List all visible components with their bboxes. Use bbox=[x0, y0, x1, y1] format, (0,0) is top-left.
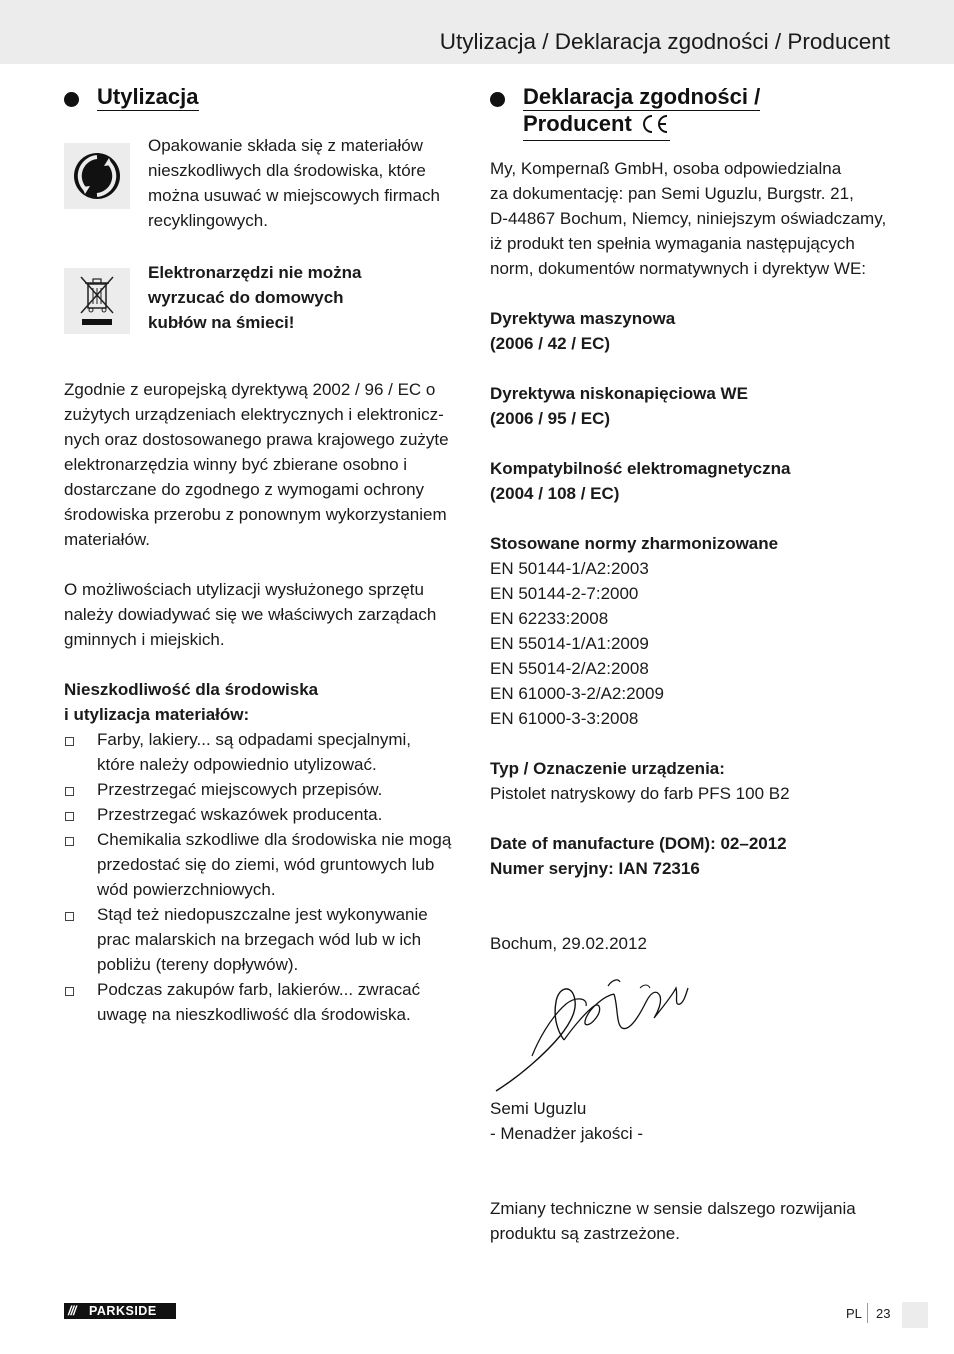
device-type bbox=[490, 756, 895, 806]
env-heading bbox=[64, 677, 464, 727]
standard-item: EN 61000-3-3:2008 bbox=[490, 709, 639, 728]
signature-image bbox=[490, 966, 895, 1096]
text-line: gminnych i miejskich. bbox=[64, 630, 225, 649]
text-line: Zmiany techniczne w sensie dalszego rozwijania bbox=[490, 1199, 856, 1218]
list-item: Stąd też niedopuszczalne jest wykonywanie prac malarskich na brzegach wód lub w ich pobliżu (tereny dopływów). bbox=[64, 902, 464, 977]
list-item: Przestrzegać miejscowych przepisów. bbox=[64, 777, 464, 802]
technical-changes-note bbox=[490, 1196, 895, 1246]
date-of-manufacture: Date of manufacture (DOM): 02–2012 bbox=[490, 834, 787, 853]
signer bbox=[490, 1096, 895, 1146]
list-item: Chemikalia szkodliwe dla środowiska nie mogą przedostać się do ziemi, wód gruntowych lub wód powierzchniowych. bbox=[64, 827, 464, 902]
text-line: elektronarzędzia winny być zbierane osobno i bbox=[64, 455, 408, 474]
standard-item: EN 55014-2/A2:2008 bbox=[490, 659, 649, 678]
text-line: materiałów. bbox=[64, 530, 150, 549]
list-item: Farby, lakiery... są odpadami specjalnymi, które należy odpowiednio utylizować. bbox=[64, 727, 464, 777]
packaging-text: Opakowanie składa się z materiałów nieszkodliwych dla środowiska, które można usuwać w miejscowych firmach recyklingowych. bbox=[148, 136, 440, 230]
env-list bbox=[64, 727, 464, 1027]
place-date: Bochum, 29.02.2012 bbox=[490, 934, 647, 953]
disposal-paragraph bbox=[64, 577, 464, 652]
text-line: dostarczane do zgodnego z wymogami ochrony bbox=[64, 480, 425, 499]
section-bullet-icon bbox=[490, 92, 505, 107]
text-line: norm, dokumentów normatywnych i dyrektyw WE: bbox=[490, 259, 867, 278]
low-voltage-directive: Dyrektywa niskonapięciowa WE (2006 / 95 / EC) bbox=[490, 384, 748, 428]
text-line: za dokumentację: pan Semi Uguzlu, Burgstr. 21, bbox=[490, 184, 854, 203]
text-line: środowiska przerobu z ponownym wykorzystaniem bbox=[64, 505, 447, 524]
parkside-logo: /// PARKSIDE bbox=[64, 1303, 176, 1319]
text-line: iż produkt ten spełnia wymagania następujących bbox=[490, 234, 855, 253]
list-item: Przestrzegać wskazówek producenta. bbox=[64, 802, 464, 827]
signer-role: - Menadżer jakości - bbox=[490, 1124, 644, 1143]
text-line: My, Kompernaß GmbH, osoba odpowiedzialna bbox=[490, 159, 842, 178]
logo-slashes-icon: /// bbox=[68, 1304, 76, 1318]
harmonized-standards bbox=[490, 531, 895, 731]
right-column bbox=[490, 84, 895, 1246]
text-line: i utylizacja materiałów: bbox=[64, 705, 250, 724]
text-line: D-44867 Bochum, Niemcy, niniejszym oświadczamy, bbox=[490, 209, 887, 228]
page-number: 23 bbox=[876, 1306, 891, 1321]
type-heading: Typ / Oznaczenie urządzenia: bbox=[490, 759, 725, 778]
footer-divider bbox=[867, 1303, 868, 1323]
section-title: Deklaracja zgodności / bbox=[523, 84, 761, 109]
footer-tab-marker bbox=[902, 1302, 928, 1328]
serial-number: Numer seryjny: IAN 72316 bbox=[490, 859, 700, 878]
text-line: produktu są zastrzeżone. bbox=[490, 1224, 680, 1243]
text-line: O możliwościach utylizacji wysłużonego sprzętu bbox=[64, 580, 424, 599]
weee-warning bbox=[148, 260, 464, 335]
weee-warning-line: kubłów na śmieci! bbox=[148, 313, 295, 332]
weee-warning-line: Elektronarzędzi nie można bbox=[148, 263, 362, 282]
section-bullet-icon bbox=[64, 92, 79, 107]
declaration-intro bbox=[490, 156, 895, 281]
language-code: PL bbox=[846, 1306, 862, 1321]
text-line: Zgodnie z europejską dyrektywą 2002 / 96 / EC o bbox=[64, 380, 436, 399]
emc-directive: Kompatybilność elektromagnetyczna (2004 / 108 / EC) bbox=[490, 459, 791, 503]
packaging-block bbox=[64, 136, 464, 233]
crossed-out-bin-icon bbox=[64, 268, 130, 334]
weee-warning-line: wyrzucać do domowych bbox=[148, 288, 344, 307]
list-item: Podczas zakupów farb, lakierów... zwracać uwagę na nieszkodliwość dla środowiska. bbox=[64, 977, 464, 1027]
text-line: zużytych urządzeniach elektrycznych i elektronicz- bbox=[64, 405, 444, 424]
page-header-title: Utylizacja / Deklaracja zgodności / Producent bbox=[439, 29, 890, 54]
weee-block bbox=[64, 260, 464, 335]
type-value: Pistolet natryskowy do farb PFS 100 B2 bbox=[490, 784, 790, 803]
machinery-directive: Dyrektywa maszynowa (2006 / 42 / EC) bbox=[490, 309, 676, 353]
manufacture-info bbox=[490, 831, 895, 881]
text-line: nych oraz dostosowanego prawa krajowego zużyte bbox=[64, 430, 449, 449]
standard-item: EN 50144-1/A2:2003 bbox=[490, 559, 649, 578]
recycling-green-dot-icon bbox=[64, 143, 130, 209]
signer-name: Semi Uguzlu bbox=[490, 1099, 587, 1118]
standard-item: EN 62233:2008 bbox=[490, 609, 609, 628]
left-column bbox=[64, 84, 464, 1027]
directive-paragraph bbox=[64, 377, 464, 552]
standard-item: EN 55014-1/A1:2009 bbox=[490, 634, 649, 653]
section-title-line2: Producent bbox=[523, 111, 670, 141]
standard-item: EN 61000-3-2/A2:2009 bbox=[490, 684, 664, 703]
text-line: należy dowiadywać się we właściwych zarządach bbox=[64, 605, 437, 624]
section-declaration-heading bbox=[490, 84, 895, 141]
standards-heading: Stosowane normy zharmonizowane bbox=[490, 534, 779, 553]
ce-mark-icon bbox=[640, 114, 670, 139]
text-line: Nieszkodliwość dla środowiska bbox=[64, 680, 319, 699]
section-title: Utylizacja bbox=[97, 84, 199, 109]
section-utylizacja-heading bbox=[64, 84, 464, 111]
standard-item: EN 50144-2-7:2000 bbox=[490, 584, 639, 603]
